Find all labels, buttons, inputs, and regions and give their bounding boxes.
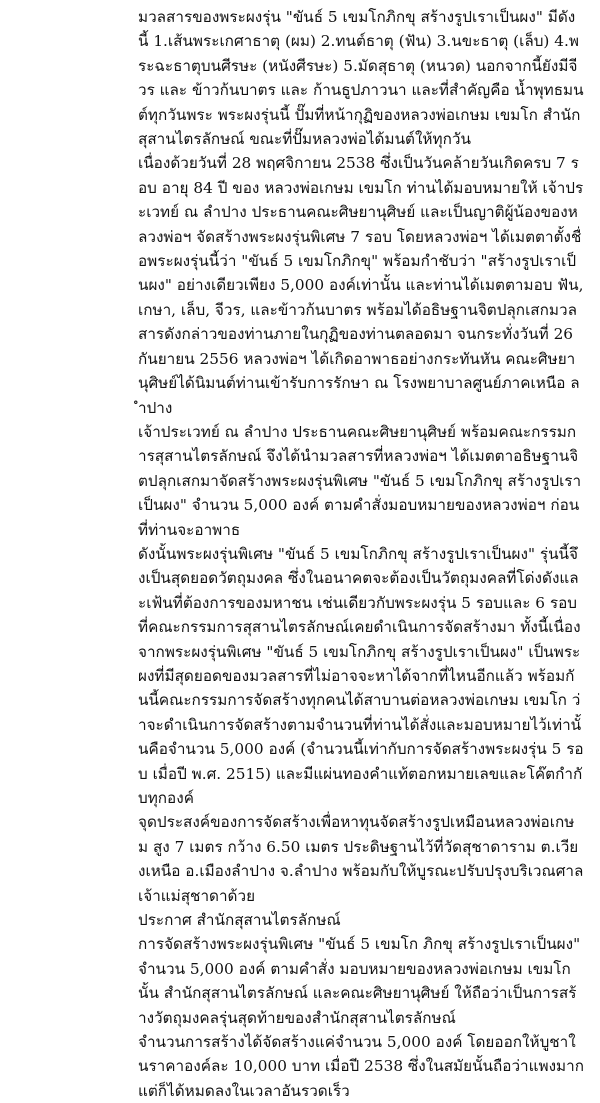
paragraph-announcement: การจัดสร้างพระผงรุ่นพิเศษ "ขันธ์ 5 เขมโก ภิกขุ สร้างรูปเราเป็นผง" จำนวน 5,000 องค์ ตามคำสั่ง มอบหมายของหลวงพ่อเกษม เขมโก นั้น สำนักสุสานไตรลักษณ์ และคณะศิษยานุศิษย์ ให้ถือว่าเป็นการสร้างวัตถุมงคลรุ่นสุดท้ายของสำนักสุสานไตรลักษณ์ — [138, 935, 581, 1027]
paragraph-significance: ดังนั้นพระผงรุ่นพิเศษ "ขันธ์ 5 เขมโกภิกขุ สร้างรูปเราเป็นผง" รุ่นนี้จึงเป็นสุดยอดวัตถุมงคล ซึ่งในอนาคตจะต้องเป็นวัตถุมงคลที่โด่งดังและเฟ้นที่ต้องการของมหาชน เช่นเดียวกับพระผงรุ่น 5 รอบและ 6 รอบ ที่คณะกรรมการสุสานไตรลักษณ์เคยดำเนินการจัดสร้างมา ทั้งนี้เนื่องจากพระผงรุ่นพิเศษ "ขันธ์ 5 เขมโกภิกขุ สร้างรูปเราเป็นผง" เป็นพระผงที่มีสุดยอดของมวลสารที่ไม่อาจจะหาได้จากที่ไหนอีกแล้ว พร้อมกันนี้คณะกรรมการจัดสร้างทุกคนได้สาบานต่อหลวงพ่อเกษม เขมโก ว่าจะดำเนินการจัดสร้างตามจำนวนที่ท่านได้สั่งและมอบหมายไว้เท่านั้นคือจำนวน 5,000 องค์ (จำนวนนี้เท่ากับการจัดสร้างพระผงรุ่น 5 รอบ เมื่อปี พ.ศ. 2515) และมีแผ่นทองคำแท้ตอกหมายเลขและโค๊ตกำกับทุกองค์ — [138, 544, 584, 807]
document-page — [138, 0, 584, 1100]
paragraph-history: เนื่องด้วยวันที่ 28 พฤศจิกายน 2538 ซึ่งเป็นวันคล้ายวันเกิดครบ 7 รอบ อายุ 84 ปี ของ หลวงพ่อเกษม เขมโก ท่านได้มอบหมายให้ เจ้าประเวทย์ ณ ลำปาง ประธานคณะศิษยานุศิษย์ และเป็นญาติผู้น้องของหลวงพ่อฯ จัดสร้างพระผงรุ่นพิเศษ 7 รอบ โดยหลวงพ่อฯ ได้เมตตาตั้งชื่อพระผงรุ่นนี้ว่า "ขันธ์ 5 เขมโกภิกขุ" พร้อมกำชับว่า "สร้างรูปเราเป็นผง" อย่างเดียวเพียง 5,000 องค์เท่านั้น และท่านได้เมตตามอบ ฟัน, เกษา, เล็บ, จีวร, และข้าวก้นบาตร พร้อมได้อธิษฐานจิตปลุกเสกมวลสารดังกล่าวของท่านภายในกุฏิของท่านตลอดมา จนกระทั่งวันที่ 26 กันยายน 2556 หลวงพ่อฯ ได้เกิดอาพาธอย่างกระทันหัน คณะศิษยานุศิษย์ได้นิมนต์ท่านเข้ารับการรักษา ณ โรงพยาบาลศูนย์ภาคเหนือ ลำปาง — [138, 154, 584, 417]
paragraph-purpose: จุดประสงค์ของการจัดสร้างเพื่อหาทุนจัดสร้างรูปเหมือนหลวงพ่อเกษม สูง 7 เมตร กว้าง 6.50 เมตร ประดิษฐานไว้ที่วัดสุชาดาราม ต.เวียงเหนือ อ.เมืองลำปาง จ.ลำปาง พร้อมกับให้บูรณะปรับปรุงบริเวณศาลเจ้าแม่สุชาดาด้วย — [138, 813, 584, 905]
document-body — [138, 0, 584, 1103]
paragraph-relic-materials: มวลสารของพระผงรุ่น "ขันธ์ 5 เขมโกภิกขุ สร้างรูปเราเป็นผง" มีดังนี้ 1.เส้นพระเกศาธาตุ (ผม) 2.ทนต์ธาตุ (ฟัน) 3.นขะธาตุ (เล็บ) 4.พระฉะธาตุบนศีรษะ (หนังศีรษะ) 5.มัดสุธาตุ (หนวด) นอกจากนี้ยังมีจีวร และ ข้าวก้นบาตร และ ก้านธูปภาวนา และที่สำคัญคือ น้ำพุทธมนต์ทุกวันพระ พระผงรุ่นนี้ ปั๊มที่หน้ากุฏิของหลวงพ่อเกษม เขมโก สำนักสุสานไตรลักษณ์ ขณะที่ปั๊มหลวงพ่อได้มนต์ให้ทุกวัน — [138, 8, 584, 149]
paragraph-committee: เจ้าประเวทย์ ณ ลำปาง ประธานคณะศิษยานุศิษย์ พร้อมคณะกรรมการสุสานไตรลักษณ์ จึงได้นำมวลสารที่หลวงพ่อฯ ได้เมตตาอธิษฐานจิตปลุกเสกมาจัดสร้างพระผงรุ่นพิเศษ "ขันธ์ 5 เขมโกภิกขุ สร้างรูปเราเป็นผง" จำนวน 5,000 องค์ ตามคำสั่งมอบหมายของหลวงพ่อฯ ก่อนที่ท่านจะอาพาธ — [138, 422, 582, 539]
announcement-heading: ประกาศ สำนักสุสานไตรลักษณ์ — [138, 911, 341, 930]
paragraph-quantity-price: จำนวนการสร้างได้จัดสร้างแค่จำนวน 5,000 องค์ โดยออกให้บูชาในราคาองค์ละ 10,000 บาท เมื่อปี 2538 ซึ่งในสมัยนั้นถือว่าแพงมาก แต่ก็ได้หมดลงในเวลาอันรวดเร็ว — [138, 1033, 584, 1100]
